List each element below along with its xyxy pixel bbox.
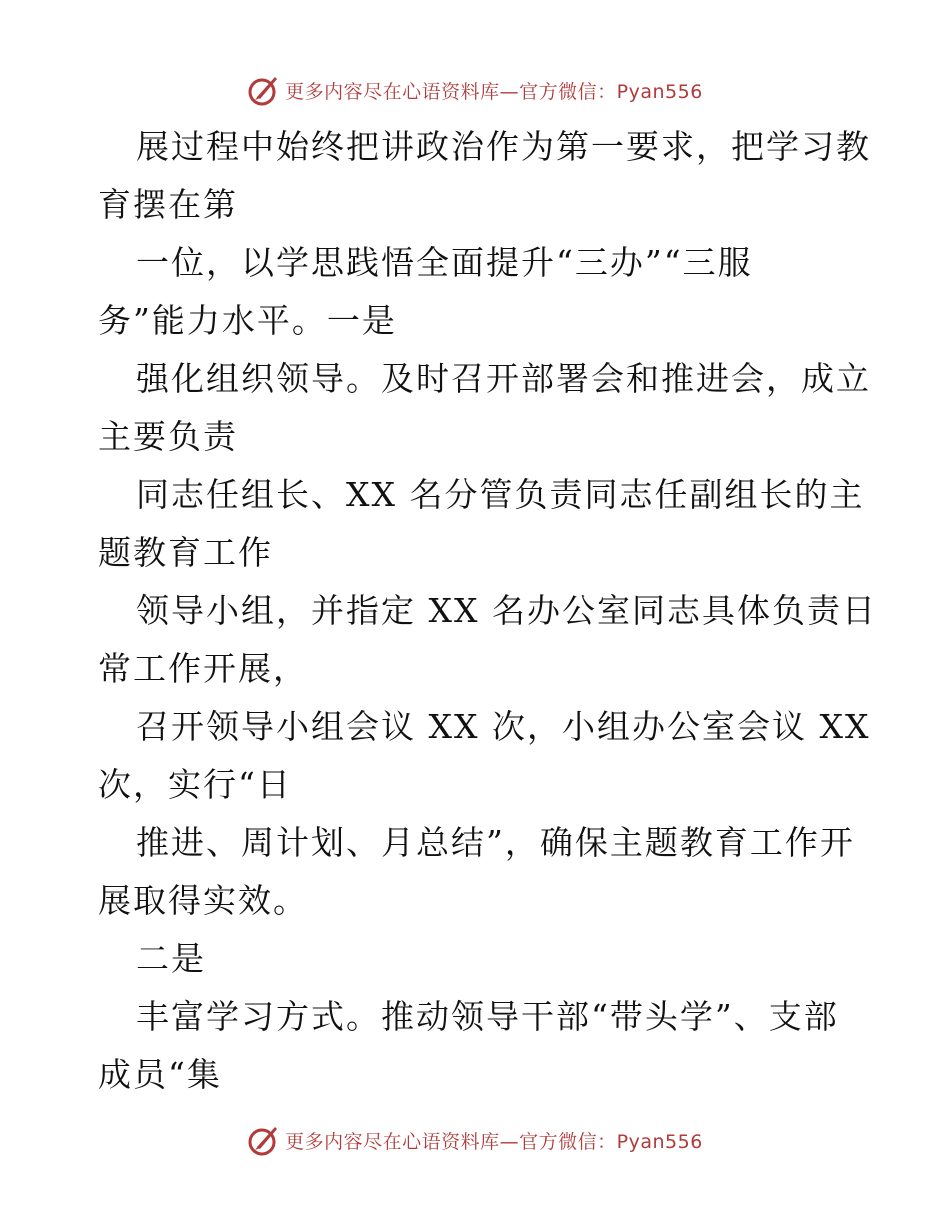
text-line: 一位，以学思践悟全面提升“三办”“三服 (136, 243, 753, 282)
text-line: 召开领导小组会议 XX 次，小组办公室会议 XX (136, 707, 871, 746)
text-line: 推进、周计划、月总结”，确保主题教育工作开 (136, 823, 855, 862)
text-line: 同志任组长、XX 名分管负责同志任副组长的主 (136, 475, 865, 514)
text-line: 丰富学习方式。推动领导干部“带头学”、支部 (136, 997, 839, 1036)
text-line: 强化组织领导。及时召开部署会和推进会，成立 (136, 359, 871, 398)
watermark-text: 更多内容尽在心语资料库—官方微信：Pyan556 (285, 80, 703, 103)
text-line: 主要负责 (98, 417, 238, 456)
text-line: 领导小组，并指定 XX 名办公室同志具体负责日 (136, 591, 877, 630)
quill-logo-icon (247, 1123, 281, 1157)
text-line: 展过程中始终把讲政治作为第一要求，把学习教 (136, 127, 871, 166)
document-body (98, 118, 877, 1104)
text-line: 题教育工作 (98, 533, 273, 572)
text-line: 务”能力水平。一是 (98, 301, 397, 340)
watermark-text: 更多内容尽在心语资料库—官方微信：Pyan556 (285, 1130, 703, 1153)
watermark-banner-top (0, 70, 950, 110)
text-line: 育摆在第 (98, 185, 238, 224)
text-line: 展取得实效。 (98, 881, 308, 920)
watermark-banner-bottom (0, 1120, 950, 1160)
text-line: 二是 (136, 939, 206, 978)
text-line: 次，实行“日 (98, 765, 292, 804)
text-line: 成员“集 (98, 1055, 222, 1094)
text-line: 常工作开展， (98, 649, 308, 688)
quill-logo-icon (247, 73, 281, 107)
